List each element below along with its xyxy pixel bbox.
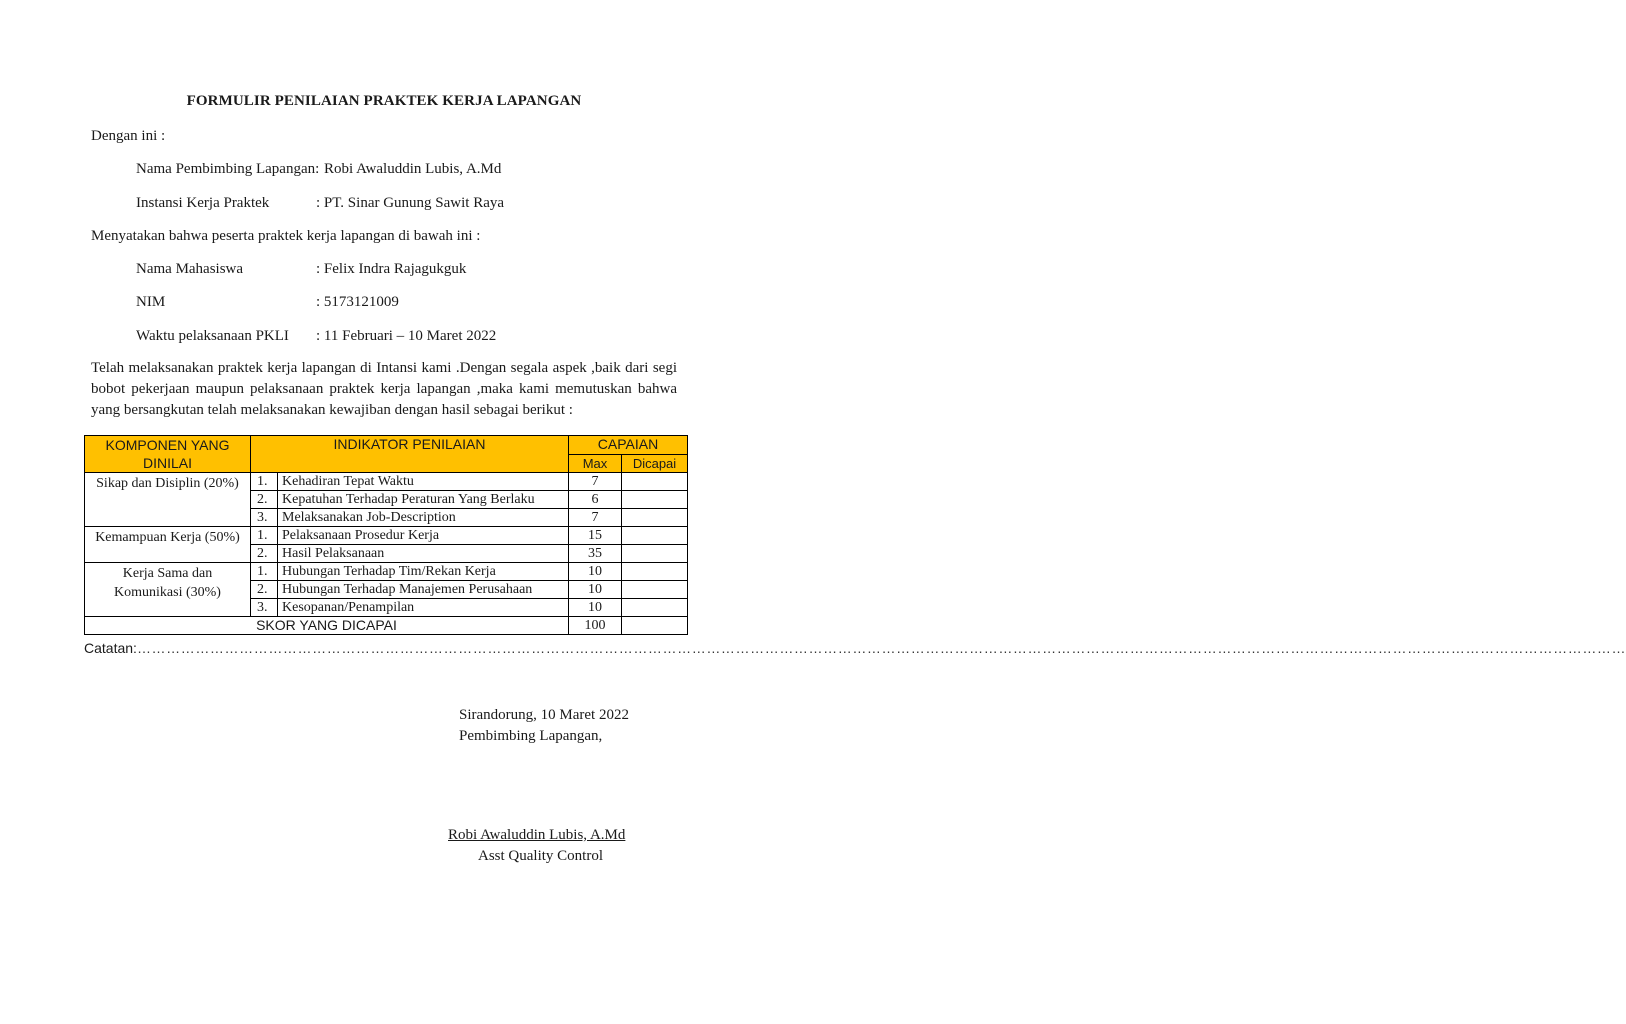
achieved-cell[interactable]: [622, 509, 688, 527]
header-component: KOMPONEN YANG DINILAI: [85, 436, 251, 473]
institution-label: Instansi Kerja Praktek: [136, 195, 270, 211]
nim-value: : 5173121009: [316, 294, 399, 310]
row-number: 3.: [251, 599, 278, 617]
total-row: [85, 617, 688, 635]
supervisor-name-label: Nama Pembimbing Lapangan:: [136, 161, 320, 177]
achieved-cell[interactable]: [622, 581, 688, 599]
assessment-table: [84, 435, 688, 635]
statement-text: Menyatakan bahwa peserta praktek kerja lapangan di bawah ini :: [91, 228, 481, 244]
period-value: : 11 Februari – 10 Maret 2022: [316, 328, 497, 344]
max-cell: 15: [569, 527, 622, 545]
achieved-cell[interactable]: [622, 491, 688, 509]
row-number: 2.: [251, 491, 278, 509]
indicator-cell: Melaksanakan Job-Description: [278, 509, 569, 527]
max-cell: 6: [569, 491, 622, 509]
header-indicator: INDIKATOR PENILAIAN: [251, 436, 569, 473]
indicator-cell: Kesopanan/Penampilan: [278, 599, 569, 617]
indicator-cell: Hubungan Terhadap Tim/Rekan Kerja: [278, 563, 569, 581]
component-cell: Kemampuan Kerja (50%): [85, 527, 251, 563]
indicator-cell: Kepatuhan Terhadap Peraturan Yang Berlaku: [278, 491, 569, 509]
indicator-cell: Pelaksanaan Prosedur Kerja: [278, 527, 569, 545]
achieved-cell[interactable]: [622, 527, 688, 545]
max-cell: 35: [569, 545, 622, 563]
table-header-row: [85, 436, 688, 455]
signature-place-date: Sirandorung, 10 Maret 2022: [459, 707, 629, 723]
row-number: 1.: [251, 473, 278, 491]
row-number: 3.: [251, 509, 278, 527]
signature-position: Asst Quality Control: [478, 848, 604, 864]
table-row: [85, 563, 688, 581]
max-cell: 10: [569, 581, 622, 599]
total-achieved[interactable]: [622, 617, 688, 635]
result-paragraph: [91, 358, 677, 421]
total-max: 100: [569, 617, 622, 635]
achieved-cell[interactable]: [622, 473, 688, 491]
notes-line: [84, 640, 1626, 656]
student-name-label: Nama Mahasiswa: [136, 261, 244, 277]
total-label: SKOR YANG DICAPAI: [85, 617, 569, 635]
max-cell: 7: [569, 509, 622, 527]
period-label: Waktu pelaksanaan PKLI: [136, 328, 289, 344]
header-max: Max: [569, 454, 622, 473]
institution-value: : PT. Sinar Gunung Sawit Raya: [316, 195, 505, 211]
notes-dots: ………………………………………………………………………………………………………………………………………………………………………………………………………………………………………………………………………………: [136, 640, 1626, 656]
table-row: [85, 473, 688, 491]
achieved-cell[interactable]: [622, 599, 688, 617]
signature-role: Pembimbing Lapangan,: [459, 728, 603, 744]
intro-text: Dengan ini :: [91, 128, 166, 144]
indicator-cell: Hasil Pelaksanaan: [278, 545, 569, 563]
row-number: 1.: [251, 563, 278, 581]
header-achieved: Dicapai: [622, 454, 688, 473]
table-row: [85, 527, 688, 545]
signature-name: Robi Awaluddin Lubis, A.Md: [448, 827, 626, 843]
row-number: 2.: [251, 545, 278, 563]
supervisor-name-value: Robi Awaluddin Lubis, A.Md: [324, 161, 502, 177]
max-cell: 10: [569, 563, 622, 581]
notes-label: Catatan:: [84, 640, 137, 656]
row-number: 2.: [251, 581, 278, 599]
max-cell: 10: [569, 599, 622, 617]
student-name-value: : Felix Indra Rajagukguk: [316, 261, 467, 277]
component-cell: Kerja Sama dan Komunikasi (30%): [85, 563, 251, 617]
result-paragraph-text: Telah melaksanakan praktek kerja lapangan di Intansi kami .Dengan segala aspek ,baik dari segi bobot pekerjaan maupun pelaksanaan praktek kerja lapangan ,maka kami memutuskan bahwa yang bersangkutan telah melaksanakan kewajiban dengan hasil sebagai berikut :: [91, 360, 677, 418]
achieved-cell[interactable]: [622, 545, 688, 563]
indicator-cell: Hubungan Terhadap Manajemen Perusahaan: [278, 581, 569, 599]
header-achievement: CAPAIAN: [569, 436, 688, 455]
nim-label: NIM: [136, 294, 166, 310]
indicator-cell: Kehadiran Tepat Waktu: [278, 473, 569, 491]
component-cell: Sikap dan Disiplin (20%): [85, 473, 251, 527]
form-title: FORMULIR PENILAIAN PRAKTEK KERJA LAPANGAN: [186, 93, 582, 109]
row-number: 1.: [251, 527, 278, 545]
max-cell: 7: [569, 473, 622, 491]
achieved-cell[interactable]: [622, 563, 688, 581]
